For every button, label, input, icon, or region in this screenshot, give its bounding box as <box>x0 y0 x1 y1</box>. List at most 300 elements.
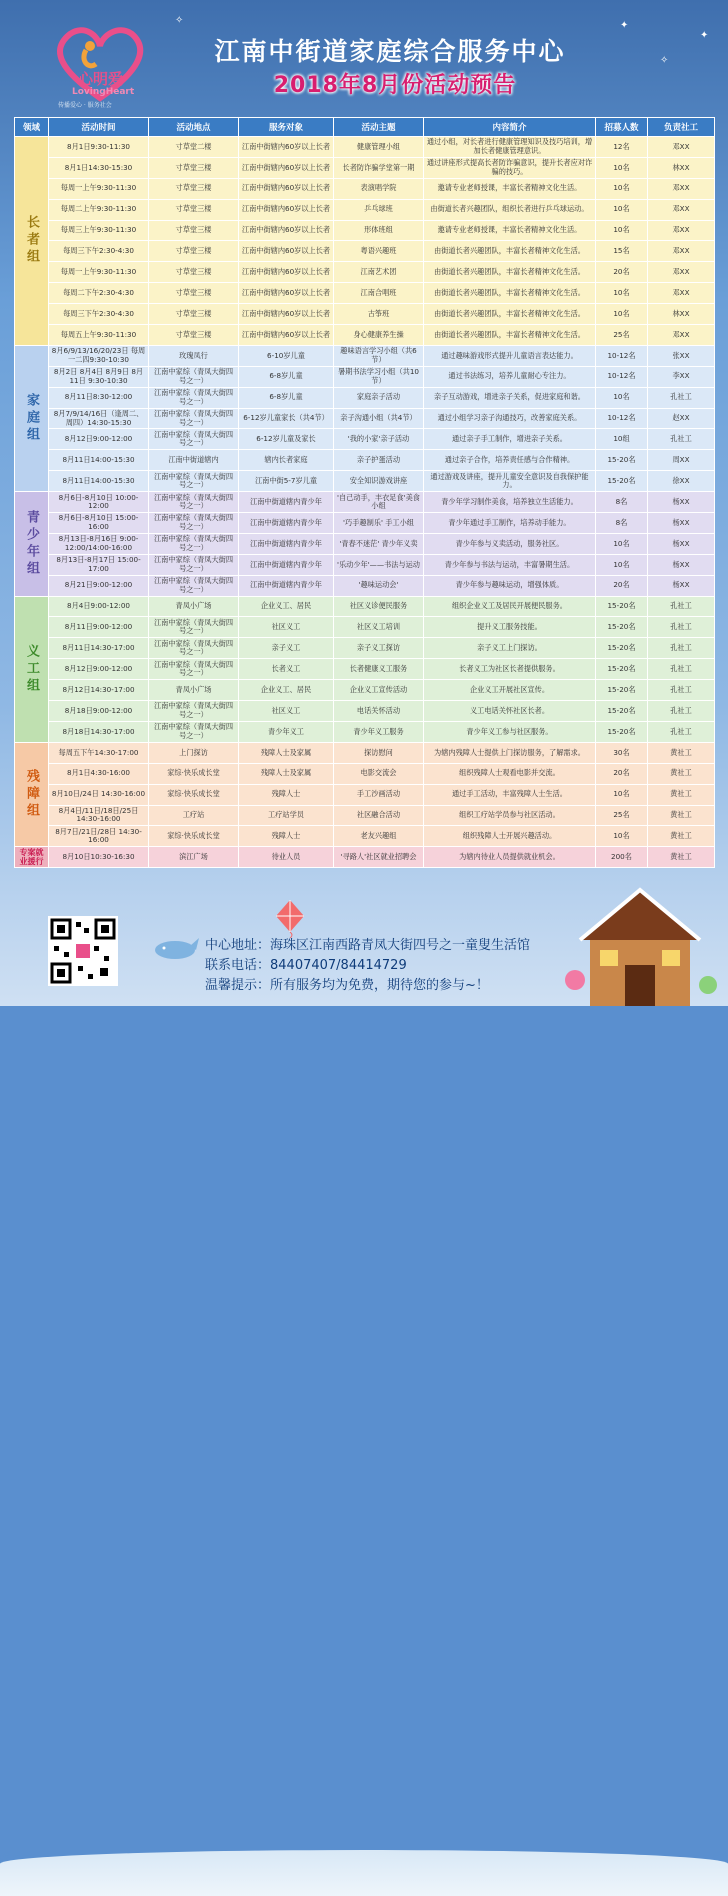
table-cell: 25名 <box>596 325 648 346</box>
table-cell: 长者义工 <box>239 659 334 680</box>
address-text: 中心地址：海珠区江南西路青凤大街四号之一童叟生活馆 <box>205 938 531 953</box>
table-cell: 寸草堂三楼 <box>149 283 239 304</box>
table-cell: 15-20名 <box>596 721 648 742</box>
table-cell: 辖内长者家庭 <box>239 450 334 471</box>
table-cell: 健康管理小组 <box>334 137 424 158</box>
table-cell: 提升义工服务技能。 <box>424 617 596 638</box>
table-cell: 电影交流会 <box>334 763 424 784</box>
table-cell: 江南中家综（青凤大街四号之一） <box>149 721 239 742</box>
table-cell: 孔社工 <box>648 680 715 701</box>
table-cell: 寸草堂三楼 <box>149 199 239 220</box>
table-cell: 15名 <box>596 241 648 262</box>
table-cell: 李XX <box>648 366 715 387</box>
table-cell: 通过小组，对长者进行健康管理知识及技巧培训，增加长者健康管理意识。 <box>424 137 596 158</box>
table-cell: 10-12名 <box>596 366 648 387</box>
table-cell: 10-12名 <box>596 345 648 366</box>
table-row <box>15 325 715 346</box>
table-cell: 孔社工 <box>648 721 715 742</box>
table-cell: 寸草堂三楼 <box>149 241 239 262</box>
table-cell: 8月21日9:00-12:00 <box>49 575 149 596</box>
table-cell: 表演唱学院 <box>334 178 424 199</box>
table-row <box>15 784 715 805</box>
table-cell: 江南中家综（青凤大街四号之一） <box>149 638 239 659</box>
table-cell: 杨XX <box>648 533 715 554</box>
table-cell: 亲子义工上门探访。 <box>424 638 596 659</box>
table-cell: 邓XX <box>648 241 715 262</box>
table-cell: 由街道长者兴趣团队，丰富长者精神文化生活。 <box>424 241 596 262</box>
table-cell: 200名 <box>596 847 648 868</box>
table-row <box>15 554 715 575</box>
table-cell: 10名 <box>596 178 648 199</box>
table-cell: 6-8岁儿童 <box>239 387 334 408</box>
table-cell: 组织残障人士开展兴趣活动。 <box>424 826 596 847</box>
table-cell: 10-12名 <box>596 408 648 429</box>
table-row <box>15 805 715 826</box>
table-row <box>15 387 715 408</box>
table-cell: 电话关怀活动 <box>334 701 424 722</box>
table-cell: 10组 <box>596 429 648 450</box>
table-cell: 趣味语言学习小组（共6节） <box>334 345 424 366</box>
header <box>0 0 728 115</box>
table-cell: 青少年义工服务 <box>334 721 424 742</box>
table-row <box>15 241 715 262</box>
table-cell: 江南中街辖内60岁以上长者 <box>239 157 334 178</box>
table-cell: 青少年参与义卖活动，服务社区。 <box>424 533 596 554</box>
table-cell: 每周一上午9:30-11:30 <box>49 178 149 199</box>
tip-text: 温馨提示：所有服务均为免费，期待您的参与~！ <box>205 978 489 993</box>
table-row <box>15 408 715 429</box>
table-row <box>15 680 715 701</box>
star-icon: ✧ <box>660 55 669 66</box>
table-cell: 8月13日-8月16日 9:00-12:00/14:00-16:00 <box>49 533 149 554</box>
table-cell: '我的小家'亲子活动 <box>334 429 424 450</box>
table-cell: 残障人士 <box>239 826 334 847</box>
table-cell: 每周三上午9:30-11:30 <box>49 220 149 241</box>
table-cell: 手工沙画活动 <box>334 784 424 805</box>
table-cell: 20名 <box>596 763 648 784</box>
table-cell: 组织企业义工及居民开展便民服务。 <box>424 596 596 617</box>
table-cell: 8月12日14:30-17:00 <box>49 680 149 701</box>
table-cell: 江南中家综（青凤大街四号之一） <box>149 617 239 638</box>
table-cell: 10名 <box>596 554 648 575</box>
table-cell: 8月1日9:30-11:30 <box>49 137 149 158</box>
table-cell: 江南中街辖内60岁以上长者 <box>239 220 334 241</box>
table-row <box>15 617 715 638</box>
table-cell: 江南中家综（青凤大街四号之一） <box>149 513 239 534</box>
table-cell: 8名 <box>596 513 648 534</box>
table-cell: 亲子互动游戏，增进亲子关系，促进家庭和谐。 <box>424 387 596 408</box>
table-cell: 邓XX <box>648 262 715 283</box>
table-row <box>15 450 715 471</box>
table-cell: 由街道长者兴趣团队，组织长者进行乒乓球运动。 <box>424 199 596 220</box>
table-cell: 社区义工 <box>239 701 334 722</box>
table-cell: 每周三下午2:30-4:30 <box>49 304 149 325</box>
table-cell: 张XX <box>648 345 715 366</box>
table-cell: 20名 <box>596 575 648 596</box>
table-cell: 残障人士及家属 <box>239 742 334 763</box>
table-cell: 长者防诈骗学堂第一期 <box>334 157 424 178</box>
table-cell: 孔社工 <box>648 701 715 722</box>
table-cell: 江南中家综（青凤大街四号之一） <box>149 701 239 722</box>
group-label: 长者组 <box>15 137 49 346</box>
table-row <box>15 366 715 387</box>
table-cell: 组织工疗站学员参与社区活动。 <box>424 805 596 826</box>
page-title: 江南中街道家庭综合服务中心 <box>214 37 566 66</box>
table-cell: 孔社工 <box>648 387 715 408</box>
table-cell: 江南中家综（青凤大街四号之一） <box>149 554 239 575</box>
table-row <box>15 533 715 554</box>
table-cell: 林XX <box>648 304 715 325</box>
table-cell: 社区融合活动 <box>334 805 424 826</box>
group-label: 家庭组 <box>15 345 49 491</box>
table-cell: 6-12岁儿童及家长 <box>239 429 334 450</box>
table-cell: 滨江广场 <box>149 847 239 868</box>
table-cell: 8月6日-8月10日 10:00-12:00 <box>49 492 149 513</box>
group-label: 残障组 <box>15 742 49 846</box>
table-cell: 江南中街辖内60岁以上长者 <box>239 178 334 199</box>
table-cell: 工疗站学员 <box>239 805 334 826</box>
table-cell: 家庭亲子活动 <box>334 387 424 408</box>
table-cell: 工疗站 <box>149 805 239 826</box>
table-row <box>15 575 715 596</box>
table-cell: 江南中街辖内60岁以上长者 <box>239 199 334 220</box>
table-cell: 通过趣味游戏形式提升儿童语言表达能力。 <box>424 345 596 366</box>
table-cell: 12名 <box>596 137 648 158</box>
table-cell: 黄社工 <box>648 805 715 826</box>
column-header: 招募人数 <box>596 118 648 137</box>
table-cell: 青少年参与趣味运动，增强体质。 <box>424 575 596 596</box>
table-cell: 企业义工、居民 <box>239 680 334 701</box>
table-cell: 10名 <box>596 304 648 325</box>
table-cell: 企业义工开展社区宣传。 <box>424 680 596 701</box>
table-cell: 通过亲子手工制作，增进亲子关系。 <box>424 429 596 450</box>
table-cell: 亲子护蛋活动 <box>334 450 424 471</box>
column-header: 负责社工 <box>648 118 715 137</box>
star-icon: ✦ <box>620 20 629 31</box>
column-header: 领域 <box>15 118 49 137</box>
table-cell: 10名 <box>596 533 648 554</box>
whale-icon <box>150 930 200 960</box>
table-cell: 江南中家综（青凤大街四号之一） <box>149 408 239 429</box>
table-cell: 10名 <box>596 784 648 805</box>
table-cell: 江南中家综（青凤大街四号之一） <box>149 533 239 554</box>
table-cell: 8月11日14:00-15:30 <box>49 471 149 492</box>
table-cell: 30名 <box>596 742 648 763</box>
table-cell: 江南中家综（青凤大街四号之一） <box>149 492 239 513</box>
table-cell: 由街道长者兴趣团队，丰富长者精神文化生活。 <box>424 262 596 283</box>
table-cell: 老友兴趣组 <box>334 826 424 847</box>
table-row <box>15 137 715 158</box>
table-cell: 青少年学习制作美食，培养独立生活能力。 <box>424 492 596 513</box>
page-subtitle: 2018年8月份活动预告 <box>273 73 517 98</box>
table-cell: 20名 <box>596 262 648 283</box>
table-cell: 由街道长者兴趣团队，丰富长者精神文化生活。 <box>424 283 596 304</box>
table-cell: 青少年义工参与社区服务。 <box>424 721 596 742</box>
table-cell: 安全知识游戏讲座 <box>334 471 424 492</box>
table-cell: '乐动少年'——书法与运动 <box>334 554 424 575</box>
table-cell: 探访慰问 <box>334 742 424 763</box>
table-row <box>15 513 715 534</box>
table-cell: 通过手工活动，丰富残障人士生活。 <box>424 784 596 805</box>
table-cell: 8月2日 8月4日 8月9日 8月11日 9:30-10:30 <box>49 366 149 387</box>
table-cell: 由街道长者兴趣团队，丰富长者精神文化生活。 <box>424 325 596 346</box>
table-cell: 江南艺术团 <box>334 262 424 283</box>
group-label: 专案就业援行 <box>15 847 49 868</box>
table-cell: 10名 <box>596 387 648 408</box>
table-cell: 黄社工 <box>648 784 715 805</box>
star-icon: ✦ <box>700 30 709 41</box>
table-cell: 8月11日8:30-12:00 <box>49 387 149 408</box>
table-cell: 8月10日10:30-16:30 <box>49 847 149 868</box>
table-cell: 青少年通过手工制作，培养动手能力。 <box>424 513 596 534</box>
table-cell: 为辖内待业人员提供就业机会。 <box>424 847 596 868</box>
table-cell: 江南中街辖内60岁以上长者 <box>239 283 334 304</box>
table-row <box>15 742 715 763</box>
table-cell: 8月4日9:00-12:00 <box>49 596 149 617</box>
table-cell: 身心健康养生操 <box>334 325 424 346</box>
table-row <box>15 701 715 722</box>
table-cell: 邓XX <box>648 283 715 304</box>
table-cell: '巧手趣制乐' 手工小组 <box>334 513 424 534</box>
table-cell: 江南中街辖内60岁以上长者 <box>239 325 334 346</box>
table-cell: 黄社工 <box>648 826 715 847</box>
gingerbread-house-icon <box>560 880 720 1006</box>
table-cell: 乒乓球班 <box>334 199 424 220</box>
table-cell: 江南合唱班 <box>334 283 424 304</box>
table-cell: 每周二上午9:30-11:30 <box>49 199 149 220</box>
column-header: 内容简介 <box>424 118 596 137</box>
table-cell: 江南中街辖内60岁以上长者 <box>239 241 334 262</box>
table-cell: 江南中家综（青凤大街四号之一） <box>149 659 239 680</box>
table-cell: 8月18日14:30-17:00 <box>49 721 149 742</box>
table-cell: 江南中家综（青凤大街四号之一） <box>149 429 239 450</box>
table-cell: 青少年义工 <box>239 721 334 742</box>
table-cell: 8月11日14:00-15:30 <box>49 450 149 471</box>
table-cell: 上门探访 <box>149 742 239 763</box>
table-cell: 8月1日4:30-16:00 <box>49 763 149 784</box>
logo-en-text: LovingHeart <box>72 87 135 97</box>
table-cell: 江南中街道辖内青少年 <box>239 492 334 513</box>
table-cell: 10名 <box>596 220 648 241</box>
table-row <box>15 763 715 784</box>
table-cell: 江南中街辖内60岁以上长者 <box>239 262 334 283</box>
table-cell: 暑期书法学习小组（共10节） <box>334 366 424 387</box>
table-cell: 家综·快乐成长堂 <box>149 763 239 784</box>
table-cell: 8月12日9:00-12:00 <box>49 659 149 680</box>
table-cell: 10名 <box>596 826 648 847</box>
table-cell: 社区义工培训 <box>334 617 424 638</box>
table-cell: 寸草堂三楼 <box>149 157 239 178</box>
table-cell: '寻路人'社区就业招聘会 <box>334 847 424 868</box>
table-cell: 每周一上午9:30-11:30 <box>49 262 149 283</box>
column-header: 服务对象 <box>239 118 334 137</box>
table-cell: 孔社工 <box>648 429 715 450</box>
table-cell: 古筝班 <box>334 304 424 325</box>
table-cell: 邓XX <box>648 325 715 346</box>
phone-text: 联系电话：84407407/84414729 <box>205 958 407 973</box>
table-cell: '趣味运动会' <box>334 575 424 596</box>
activity-schedule-table <box>14 117 715 868</box>
table-cell: 8月12日9:00-12:00 <box>49 429 149 450</box>
table-cell: 残障人士 <box>239 784 334 805</box>
group-label: 青少年组 <box>15 492 49 596</box>
table-cell: 义工电话关怀社区长者。 <box>424 701 596 722</box>
table-cell: 8月10日/24日 14:30-16:00 <box>49 784 149 805</box>
table-cell: 15-20名 <box>596 659 648 680</box>
table-cell: 8月6日-8月10日 15:00-16:00 <box>49 513 149 534</box>
table-cell: 寸草堂三楼 <box>149 325 239 346</box>
table-cell: 8月13日-8月17日 15:00-17:00 <box>49 554 149 575</box>
table-cell: 15-20名 <box>596 701 648 722</box>
table-cell: 每周三下午2:30-4:30 <box>49 241 149 262</box>
table-cell: '青春不迷茫' 青少年义卖 <box>334 533 424 554</box>
footer-hill <box>0 1850 728 1896</box>
table-cell: 亲子义工 <box>239 638 334 659</box>
table-cell: 江南中街辖内60岁以上长者 <box>239 137 334 158</box>
table-cell: 待业人员 <box>239 847 334 868</box>
table-cell: 15-20名 <box>596 596 648 617</box>
table-cell: 杨XX <box>648 492 715 513</box>
table-cell: 邀请专业老师授课，丰富长者精神文化生活。 <box>424 220 596 241</box>
table-row <box>15 220 715 241</box>
table-cell: 8月1日14:30-15:30 <box>49 157 149 178</box>
table-row <box>15 659 715 680</box>
table-row <box>15 596 715 617</box>
table-cell: 8月7日/21日/28日 14:30-16:00 <box>49 826 149 847</box>
table-cell: 江南中家综（青凤大街四号之一） <box>149 471 239 492</box>
table-cell: 15-20名 <box>596 638 648 659</box>
table-cell: 10名 <box>596 157 648 178</box>
table-cell: 8月18日9:00-12:00 <box>49 701 149 722</box>
table-cell: 15-20名 <box>596 680 648 701</box>
table-row <box>15 826 715 847</box>
table-cell: 青少年参与书法与运动，丰富暑期生活。 <box>424 554 596 575</box>
table-cell: 每周五下午14:30-17:00 <box>49 742 149 763</box>
table-cell: 江南中街道辖内青少年 <box>239 575 334 596</box>
table-cell: 江南中街道辖内青少年 <box>239 513 334 534</box>
table-cell: 孔社工 <box>648 638 715 659</box>
table-cell: 杨XX <box>648 513 715 534</box>
table-cell: 长者健康义工服务 <box>334 659 424 680</box>
table-cell: 寸草堂三楼 <box>149 178 239 199</box>
column-header: 活动主题 <box>334 118 424 137</box>
table-row <box>15 283 715 304</box>
logo-cn-text: 心明爱 <box>78 70 124 88</box>
table-row <box>15 199 715 220</box>
table-cell: 邓XX <box>648 199 715 220</box>
table-cell: 15-20名 <box>596 450 648 471</box>
table-cell: '自己动手，丰衣足食'美食小组 <box>334 492 424 513</box>
table-cell: 6-12岁儿童家长（共4节） <box>239 408 334 429</box>
logo-sub-text: 传播爱心 · 服务社会 <box>58 102 112 109</box>
table-cell: 企业义工宣传活动 <box>334 680 424 701</box>
table-cell: 8月6/9/13/16/20/23日 每周一二四9:30-10:30 <box>49 345 149 366</box>
table-cell: 8月4日/11日/18日/25日 14:30-16:00 <box>49 805 149 826</box>
table-cell: 家综·快乐成长堂 <box>149 826 239 847</box>
table-cell: 每周二下午2:30-4:30 <box>49 283 149 304</box>
table-cell: 邓XX <box>648 137 715 158</box>
table-row <box>15 262 715 283</box>
table-cell: 江南中家综（青凤大街四号之一） <box>149 387 239 408</box>
table-cell: 江南中街道辖内青少年 <box>239 533 334 554</box>
table-cell: 赵XX <box>648 408 715 429</box>
table-cell: 孔社工 <box>648 596 715 617</box>
table-cell: 8月7/9/14/16日（逢周二、周四）14:30-15:30 <box>49 408 149 429</box>
table-cell: 形体班组 <box>334 220 424 241</box>
table-cell: 粤语兴趣班 <box>334 241 424 262</box>
table-cell: 邓XX <box>648 220 715 241</box>
table-row <box>15 492 715 513</box>
table-cell: 黄社工 <box>648 742 715 763</box>
table-cell: 8月11日14:30-17:00 <box>49 638 149 659</box>
table-cell: 寸草堂三楼 <box>149 220 239 241</box>
kite-icon <box>270 898 310 938</box>
table-cell: 江南中街辖内60岁以上长者 <box>239 304 334 325</box>
table-cell: 江南中家综（青凤大街四号之一） <box>149 366 239 387</box>
table-cell: 长者义工为社区长者提供服务。 <box>424 659 596 680</box>
table-cell: 亲子义工探访 <box>334 638 424 659</box>
table-cell: 孔社工 <box>648 617 715 638</box>
table-cell: 寸草堂三楼 <box>149 262 239 283</box>
table-cell: 江南中街5-7岁儿童 <box>239 471 334 492</box>
table-header-row <box>15 118 715 137</box>
table-cell: 组织残障人士观看电影并交流。 <box>424 763 596 784</box>
table-cell: 亲子沟通小组（共4节） <box>334 408 424 429</box>
table-cell: 江南中家综（青凤大街四号之一） <box>149 575 239 596</box>
table-cell: 由街道长者兴趣团队，丰富长者精神文化生活。 <box>424 304 596 325</box>
group-label: 义工组 <box>15 596 49 742</box>
table-cell: 8月11日9:00-12:00 <box>49 617 149 638</box>
table-cell: 通过讲座形式提高长者防诈骗意识，提升长者应对诈骗的技巧。 <box>424 157 596 178</box>
table-cell: 通过亲子合作，培养责任感与合作精神。 <box>424 450 596 471</box>
table-cell: 杨XX <box>648 575 715 596</box>
column-header: 活动地点 <box>149 118 239 137</box>
table-cell: 通过游戏及讲座，提升儿童安全意识及自我保护能力。 <box>424 471 596 492</box>
table-cell: 玫瑰凤行 <box>149 345 239 366</box>
table-cell: 10名 <box>596 199 648 220</box>
table-cell: 邓XX <box>648 178 715 199</box>
table-cell: 林XX <box>648 157 715 178</box>
table-cell: 通过小组学习亲子沟通技巧，改善家庭关系。 <box>424 408 596 429</box>
table-row <box>15 157 715 178</box>
table-cell: 家综·快乐成长堂 <box>149 784 239 805</box>
table-row <box>15 429 715 450</box>
table-cell: 孔社工 <box>648 659 715 680</box>
table-cell: 25名 <box>596 805 648 826</box>
table-cell: 通过书法练习，培养儿童耐心专注力。 <box>424 366 596 387</box>
table-cell: 周XX <box>648 450 715 471</box>
table-cell: 6-8岁儿童 <box>239 366 334 387</box>
table-cell: 企业义工、居民 <box>239 596 334 617</box>
table-cell: 6-10岁儿童 <box>239 345 334 366</box>
table-cell: 10名 <box>596 283 648 304</box>
table-cell: 8名 <box>596 492 648 513</box>
table-row <box>15 178 715 199</box>
table-cell: 江南中街道辖内 <box>149 450 239 471</box>
qr-code-icon <box>48 916 118 986</box>
table-cell: 15-20名 <box>596 617 648 638</box>
table-row <box>15 345 715 366</box>
table-cell: 15-20名 <box>596 471 648 492</box>
table-cell: 青凤小广场 <box>149 596 239 617</box>
table-row <box>15 721 715 742</box>
table-cell: 社区义诊便民服务 <box>334 596 424 617</box>
table-cell: 江南中街道辖内青少年 <box>239 554 334 575</box>
table-cell: 邀请专业老师授课，丰富长者精神文化生活。 <box>424 178 596 199</box>
table-cell: 残障人士及家属 <box>239 763 334 784</box>
table-cell: 社区义工 <box>239 617 334 638</box>
table-cell: 为辖内残障人士提供上门探访服务，了解需求。 <box>424 742 596 763</box>
